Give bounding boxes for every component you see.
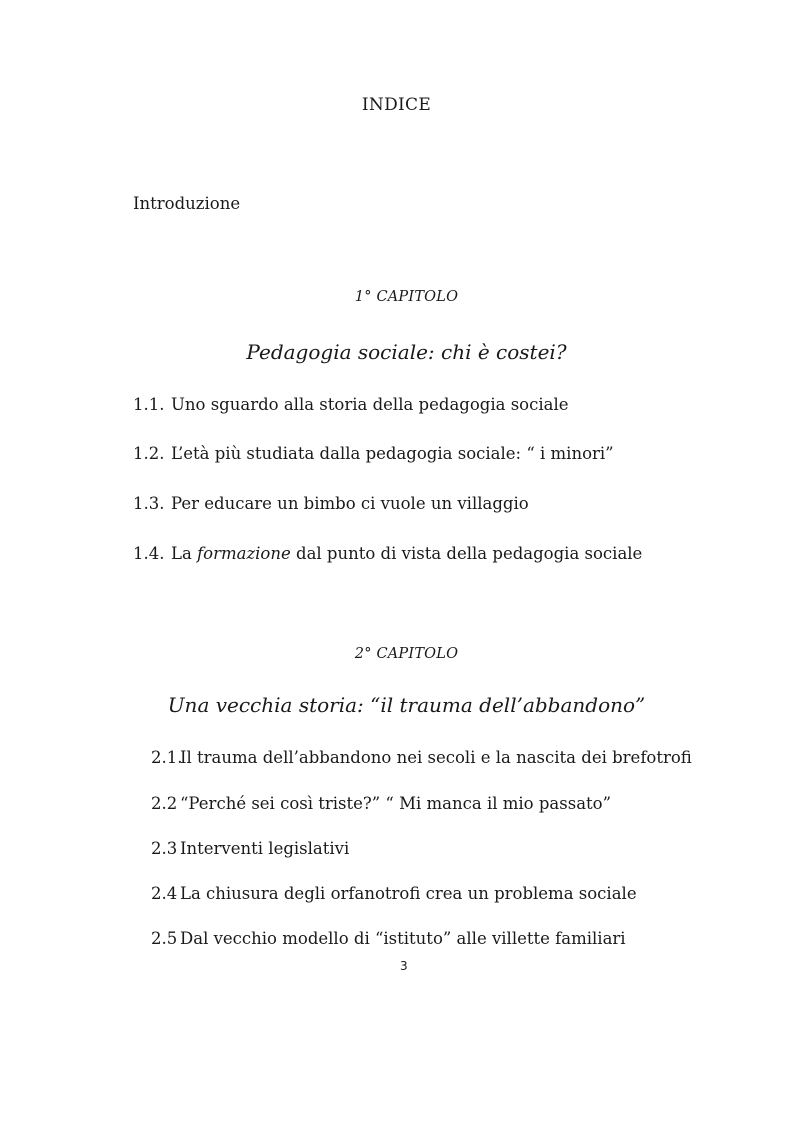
toc-entry-number: 1.1.: [133, 395, 165, 414]
toc-entry-text-after: dal punto di vista della pedagogia sociale: [290, 544, 643, 563]
chapter-2-title: Una vecchia storia: “il trauma dell’abbandono”: [167, 693, 646, 717]
toc-entry: [151, 839, 349, 858]
toc-entry-text: Per educare un bimbo ci vuole un villaggio: [171, 494, 529, 513]
toc-entry-text: “Perché sei così triste?” “ Mi manca il mio passato”: [180, 794, 612, 813]
toc-entry-number: 2.1.: [151, 748, 183, 767]
index-heading: INDICE: [361, 95, 432, 115]
toc-entry-text: Il trauma dell’abbandono nei secoli e la nascita dei brefotrofi: [180, 748, 692, 767]
toc-entry-number: 1.4.: [133, 544, 165, 563]
toc-entry: [133, 395, 569, 414]
toc-entry-number: 1.2.: [133, 444, 165, 463]
toc-entry-number: 2.4: [151, 884, 178, 903]
toc-entry-text: Uno sguardo alla storia della pedagogia sociale: [171, 395, 569, 414]
toc-entry: [151, 929, 626, 948]
toc-entry: [133, 494, 529, 513]
toc-entry-text: L’età più studiata dalla pedagogia sociale: “ i minori”: [171, 444, 614, 463]
toc-entry-number: 1.3.: [133, 494, 165, 513]
toc-entry-text: La chiusura degli orfanotrofi crea un problema sociale: [180, 884, 637, 903]
toc-entry: [133, 544, 642, 563]
toc-entry-text-before: La: [171, 544, 198, 563]
toc-entry-number: 2.3: [151, 839, 178, 858]
introduction-entry: Introduzione: [133, 194, 241, 213]
toc-entry: [151, 794, 611, 813]
toc-entry-text-italic: formazione: [197, 544, 291, 563]
toc-entry: [133, 444, 614, 463]
chapter-2-label: 2° CAPITOLO: [354, 646, 459, 662]
toc-entry: [151, 748, 692, 767]
toc-entry-text: Dal vecchio modello di “istituto” alle villette familiari: [180, 929, 626, 948]
toc-entry-text: Interventi legislativi: [180, 839, 350, 858]
toc-entry-number: 2.2: [151, 794, 178, 813]
chapter-1-title: Pedagogia sociale: chi è costei?: [246, 340, 567, 364]
page-number: 3: [400, 959, 408, 973]
toc-entry-number: 2.5: [151, 929, 178, 948]
chapter-1-label: 1° CAPITOLO: [354, 289, 459, 305]
toc-entry: [151, 884, 637, 903]
